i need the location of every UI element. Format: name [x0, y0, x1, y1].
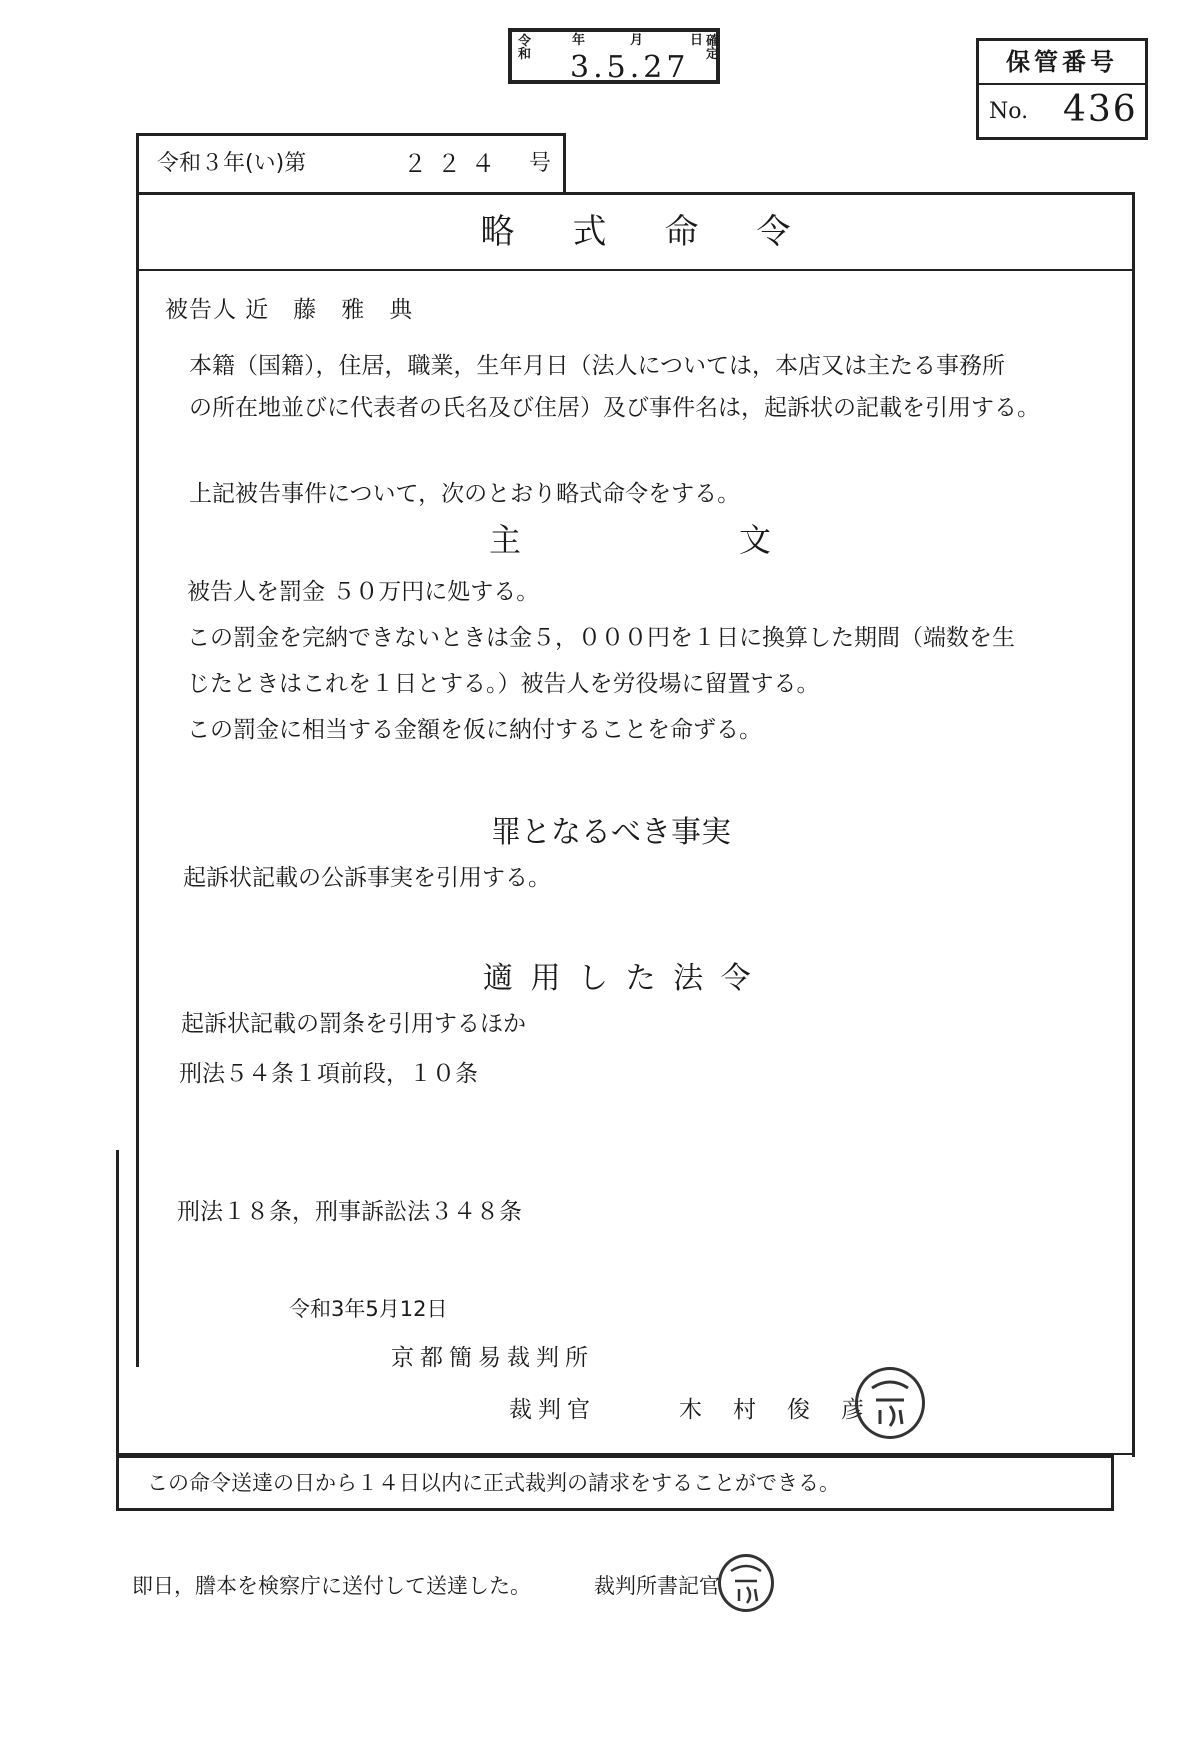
- storage-title: 保管番号: [979, 41, 1145, 85]
- facts-heading: 罪となるべき事実: [491, 815, 731, 850]
- stamp-day-label: 日: [690, 33, 704, 48]
- main-text-line-2: この罰金を完納できないときは金５，０００円を１日に換算した期間（端数を生: [187, 625, 1015, 651]
- storage-number: 436: [1063, 89, 1138, 130]
- document-title: 略式命令: [139, 195, 1132, 271]
- judge-seal-icon: [855, 1367, 925, 1439]
- stamp-date: 3.5.27: [570, 50, 690, 85]
- defendant-name: 被告人 近 藤 雅 典: [165, 297, 414, 323]
- confirmation-date-stamp: [508, 28, 720, 84]
- law-heading: 適 用 し た 法 令: [483, 961, 755, 996]
- case-number-value: ２２４: [403, 150, 505, 178]
- law-line-1: 起訴状記載の罰条を引用するほか: [181, 1011, 526, 1037]
- main-text-heading-2: 文: [739, 521, 772, 559]
- stamp-month-label: 月: [630, 33, 644, 48]
- intro-line-2: の所在地並びに代表者の氏名及び住居）及び事件名は，起訴状の記載を引用する。: [189, 395, 1040, 421]
- clerk-seal-icon: [718, 1554, 774, 1612]
- stamp-year-label: 年: [572, 33, 586, 48]
- storage-number-box: [976, 38, 1148, 140]
- main-text-line-1: 被告人を罰金 ５０万円に処する。: [187, 579, 540, 605]
- storage-no-label: No.: [989, 99, 1029, 124]
- case-suffix: 号: [529, 151, 552, 176]
- case-prefix: 令和３年(い)第: [157, 151, 307, 176]
- judge-name: 木 村 俊 彦: [679, 1397, 868, 1423]
- main-text-line-4: この罰金に相当する金額を仮に納付することを命ずる。: [187, 717, 762, 743]
- footer-note: 即日，謄本を検察庁に送付して送達した。: [132, 1574, 531, 1598]
- document-frame: [136, 192, 1135, 1423]
- facts-text: 起訴状記載の公訴事実を引用する。: [183, 865, 551, 891]
- law-extra: 刑法１８条，刑事訴訟法３４８条: [177, 1199, 522, 1225]
- stamp-era-label: 令和: [518, 34, 532, 62]
- appeal-notice: この命令送達の日から１４日以内に正式裁判の請求をすることができる。: [116, 1455, 1114, 1511]
- order-date: 令和3年5月12日: [289, 1297, 448, 1321]
- frame-left-border: [116, 1150, 119, 1460]
- court-name: 京都簡易裁判所: [391, 1345, 594, 1371]
- law-line-2: 刑法５４条１項前段，１０条: [179, 1061, 478, 1087]
- judge-title: 裁判官: [509, 1397, 596, 1423]
- case-number: [136, 133, 566, 195]
- main-text-heading-1: 主: [489, 521, 522, 559]
- order-intro: 上記被告事件について，次のとおり略式命令をする。: [189, 481, 741, 507]
- intro-line-1: 本籍（国籍），住居，職業，生年月日（法人については，本店又は主たる事務所: [189, 353, 1006, 379]
- clerk-title: 裁判所書記官: [594, 1574, 720, 1598]
- main-text-line-3: じたときはこれを１日とする。）被告人を労役場に留置する。: [187, 671, 820, 697]
- stamp-confirm-label: 確定: [706, 34, 720, 62]
